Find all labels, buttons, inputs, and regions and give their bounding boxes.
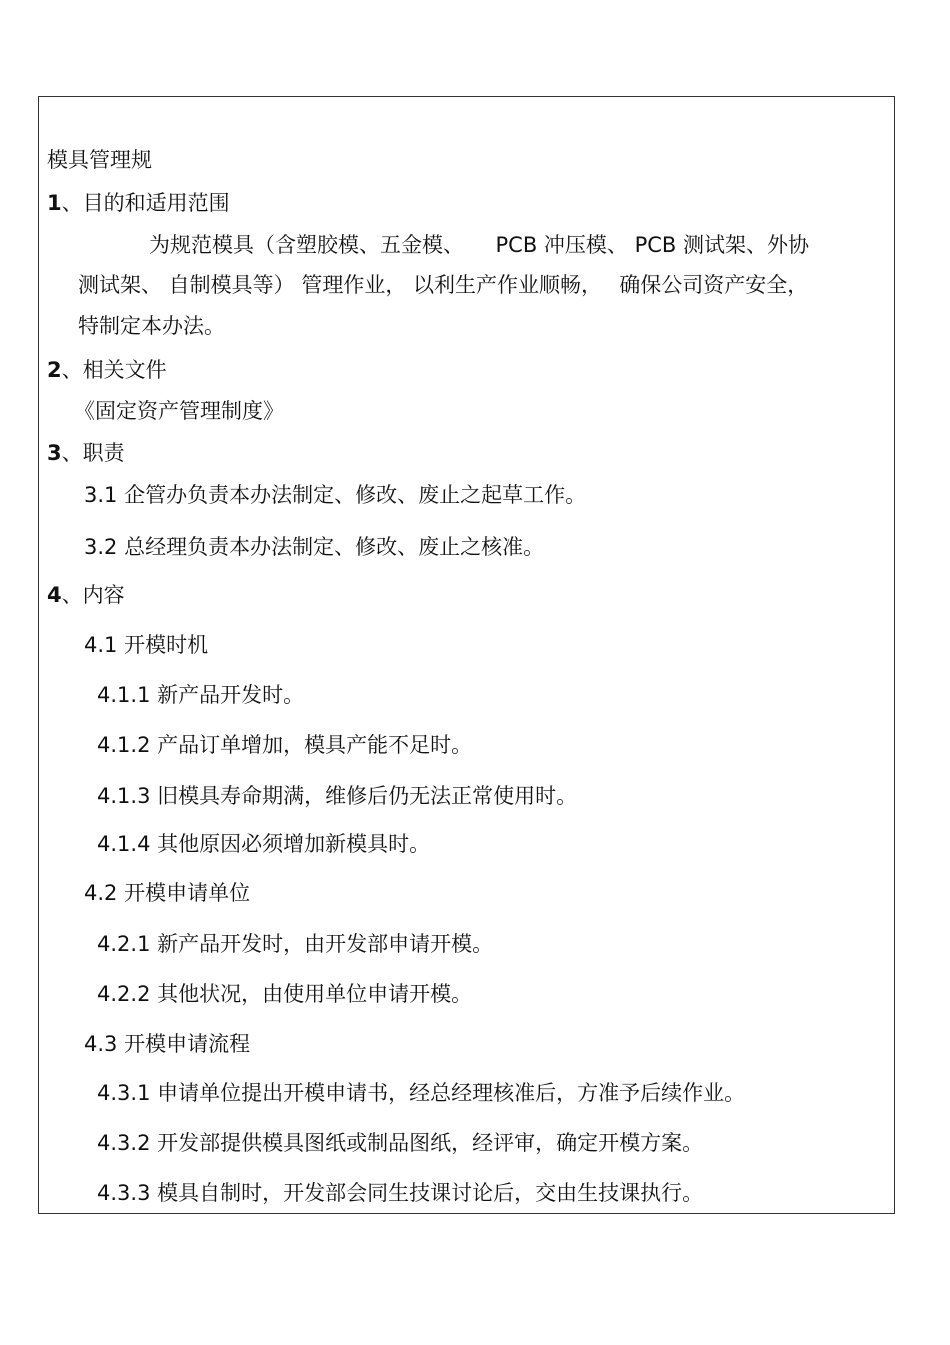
section-1-paragraph-line-1: 为规范模具（含塑胶模、五金模、 PCB 冲压模、 PCB 测试架、外协 <box>149 233 809 257</box>
subsection-4-3-title: 4.3 开模申请流程 <box>84 1032 251 1056</box>
subsection-4-1-title: 4.1 开模时机 <box>84 633 209 657</box>
subsection-4-3-item: 4.3.3 模具自制时，开发部会同生技课讨论后，交由生技课执行。 <box>97 1181 704 1205</box>
section-2-heading-text: 、相关文件 <box>61 358 167 382</box>
section-3-heading-text: 、职责 <box>61 441 125 465</box>
section-2-reference: 《固定资产管理制度》 <box>74 399 284 423</box>
section-2-number: 2 <box>47 358 62 382</box>
section-1-heading <box>47 190 230 216</box>
section-4-heading <box>47 582 125 608</box>
section-4-heading-text: 、内容 <box>61 583 125 607</box>
section-1-number: 1 <box>47 191 62 215</box>
section-3-heading <box>47 440 125 466</box>
section-1-paragraph-line-3: 特制定本办法。 <box>78 314 225 338</box>
document-title: 模具管理规 <box>47 148 152 172</box>
section-1-heading-text: 、目的和适用范围 <box>61 191 230 215</box>
subsection-4-2-title: 4.2 开模申请单位 <box>84 881 251 905</box>
subsection-4-2-item: 4.2.2 其他状况，由使用单位申请开模。 <box>97 982 473 1006</box>
subsection-4-1-item: 4.1.2 产品订单增加，模具产能不足时。 <box>97 733 473 757</box>
subsection-4-3-item: 4.3.2 开发部提供模具图纸或制品图纸，经评审，确定开模方案。 <box>97 1131 704 1155</box>
subsection-4-1-item: 4.1.1 新产品开发时。 <box>97 683 305 707</box>
section-3-item: 3.1 企管办负责本办法制定、修改、废止之起草工作。 <box>84 483 587 507</box>
subsection-4-3-item: 4.3.1 申请单位提出开模申请书，经总经理核准后，方准予后续作业。 <box>97 1081 746 1105</box>
section-2-heading <box>47 357 167 383</box>
section-3-number: 3 <box>47 441 62 465</box>
section-1-paragraph-line-2: 测试架、 自制模具等） 管理作业， 以利生产作业顺畅， 确保公司资产安全， <box>78 273 809 297</box>
section-4-number: 4 <box>47 583 62 607</box>
subsection-4-2-item: 4.2.1 新产品开发时，由开发部申请开模。 <box>97 932 494 956</box>
section-3-item: 3.2 总经理负责本办法制定、修改、废止之核准。 <box>84 535 545 559</box>
subsection-4-1-item: 4.1.4 其他原因必须增加新模具时。 <box>97 832 431 856</box>
subsection-4-1-item: 4.1.3 旧模具寿命期满，维修后仍无法正常使用时。 <box>97 784 578 808</box>
